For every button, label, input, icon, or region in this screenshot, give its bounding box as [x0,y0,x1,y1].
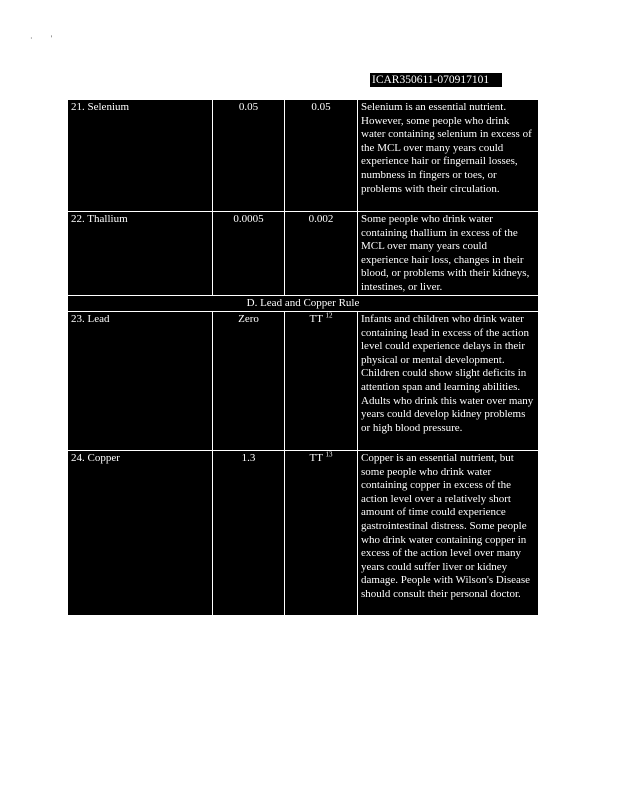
health-effects: Infants and children who drink water containing lead in excess of the action level could experience delays in their physical or mental development. Children could show slight deficits in attention span and learning abilities. Adults who drink this water over many years could develop kidney problems or high blood pressure. [358,312,539,451]
mcl-value: TT [309,452,323,464]
section-title: D. Lead and Copper Rule [68,296,539,312]
mclg-value: 0.05 [213,100,285,212]
mclg-value: Zero [213,312,285,451]
document-id: ICAR350611-070917101 [370,73,502,87]
section-row [68,296,539,312]
mcl-value: TT [309,313,323,325]
health-effects: Some people who drink water containing thallium in excess of the MCL over many years could experience hair loss, changes in their blood, or problems with their kidneys, intestines, or liver. [358,212,539,296]
table-row [68,312,539,451]
mcl-cell [285,312,358,451]
contaminant-name: 22. Thallium [68,212,213,296]
footnote-ref: 13 [325,450,333,459]
contaminant-table [67,99,539,616]
mcl-value: 0.002 [285,212,358,296]
table-row [68,212,539,296]
scan-specks: · ' [30,34,53,43]
mclg-value: 0.0005 [213,212,285,296]
table-row [68,100,539,212]
contaminant-name: 24. Copper [68,451,213,616]
mclg-value: 1.3 [213,451,285,616]
table-row [68,451,539,616]
contaminant-name: 21. Selenium [68,100,213,212]
health-effects: Copper is an essential nutrient, but some people who drink water containing copper in excess of the action level over a relatively short amount of time could experience gastrointestinal distress. Some people who drink water containing copper in excess of the action level over many years could suffer liver or kidney damage. People with Wilson's Disease should consult their personal doctor. [358,451,539,616]
contaminant-name: 23. Lead [68,312,213,451]
health-effects: Selenium is an essential nutrient. However, some people who drink water containing selenium in excess of the MCL over many years could experience hair or fingernail losses, numbness in fingers or toes, or problems with their circulation. [358,100,539,212]
mcl-value: 0.05 [285,100,358,212]
footnote-ref: 12 [325,311,333,320]
mcl-cell [285,451,358,616]
